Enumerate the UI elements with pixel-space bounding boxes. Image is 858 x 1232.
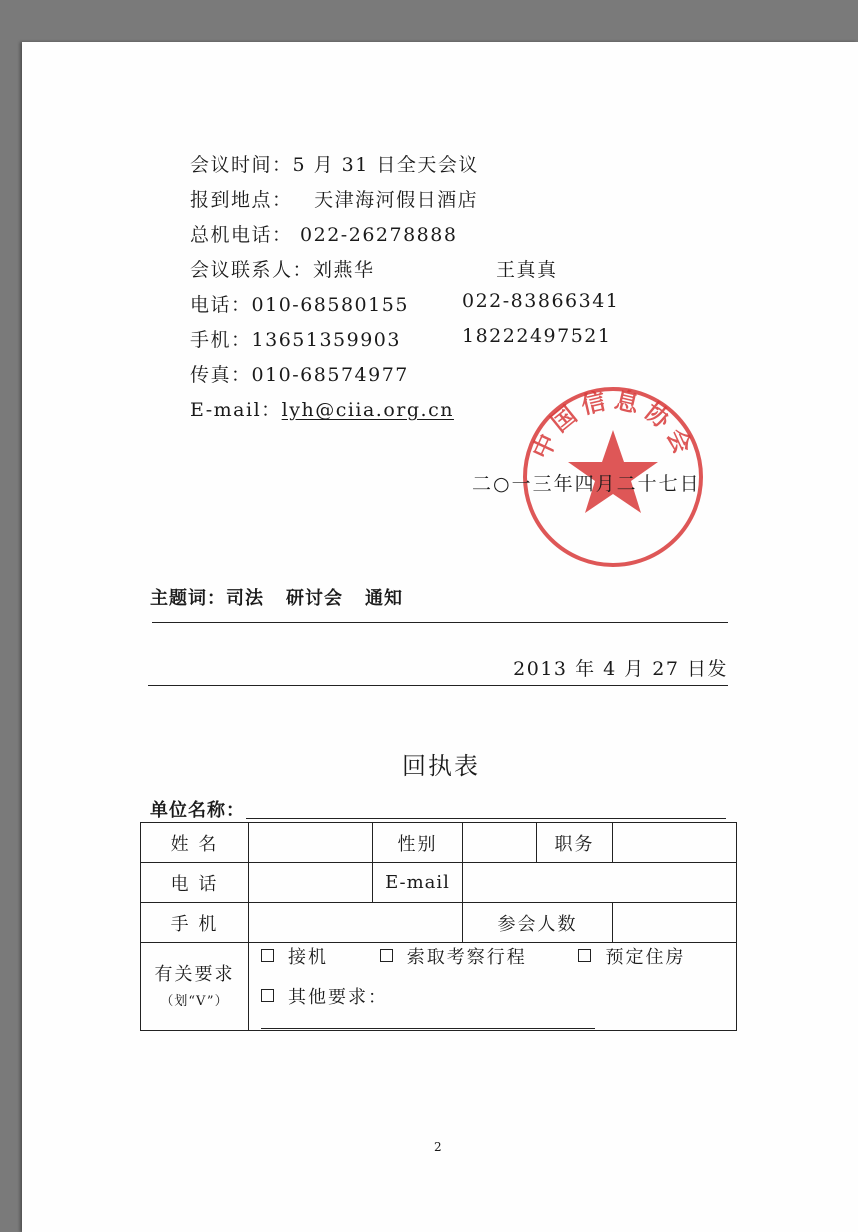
requests-label: 有关要求	[154, 964, 235, 986]
attendees-label: 参会人数	[463, 903, 613, 943]
contacts-label: 会议联系人：	[190, 259, 314, 281]
checkbox-icon[interactable]	[261, 949, 274, 962]
requests-options-cell	[249, 943, 737, 1031]
email-row	[190, 395, 454, 422]
release-divider	[148, 685, 728, 686]
keywords-divider	[152, 622, 728, 623]
receipt-form-table	[140, 822, 737, 1031]
receipt-title: 回执表	[402, 752, 480, 780]
gender-field[interactable]	[463, 823, 537, 863]
switchboard-phone: 总机电话： 022-26278888	[190, 224, 458, 246]
checkbox-icon[interactable]	[261, 989, 274, 1002]
mobile-label: 手机：	[190, 329, 252, 351]
table-row	[141, 903, 737, 943]
contacts-row	[190, 255, 375, 282]
phone-label: 电话：	[190, 294, 252, 316]
name-label: 姓 名	[141, 823, 249, 863]
email-link[interactable]: lyh@ciia.org.cn	[281, 399, 454, 421]
checkbox-icon[interactable]	[380, 949, 393, 962]
phone-field[interactable]	[249, 863, 373, 903]
table-row	[141, 943, 737, 1031]
option-itinerary[interactable]: 索取考察行程	[380, 943, 527, 969]
phone-row	[190, 290, 409, 317]
option-other[interactable]: 其他要求：	[261, 987, 388, 1008]
email-label: E-mail：	[190, 399, 282, 421]
table-row	[141, 823, 737, 863]
org-name-row	[150, 796, 245, 822]
venue-value: 天津海河假日酒店	[314, 189, 479, 211]
attendees-field[interactable]	[613, 903, 737, 943]
contact2-mobile: 18222497521	[462, 325, 612, 347]
contact1-phone: 010-68580155	[251, 294, 409, 316]
option-hotel[interactable]: 预定住房	[578, 943, 685, 969]
contact2-name: 王真真	[496, 259, 558, 281]
page-number: 2	[434, 1140, 442, 1154]
name-field[interactable]	[249, 823, 373, 863]
gender-label: 性别	[373, 823, 463, 863]
venue-row	[190, 185, 478, 212]
keyword-item: 司法	[226, 588, 264, 609]
org-name-field[interactable]	[246, 818, 726, 819]
keyword-item: 通知	[365, 588, 403, 609]
position-label: 职务	[537, 823, 613, 863]
requests-label-cell	[141, 943, 249, 1031]
issue-date: 二○一三年四月二十七日	[472, 473, 701, 495]
contact2-phone: 022-83866341	[462, 290, 620, 312]
keywords-label: 主题词：	[150, 588, 226, 609]
requests-hint: （划“V”）	[160, 993, 229, 1009]
table-row	[141, 863, 737, 903]
mobile-label: 手 机	[141, 903, 249, 943]
keyword-item: 研讨会	[286, 588, 343, 609]
release-line: 2013 年 4 月 27 日发	[513, 658, 728, 680]
fax-number: 传真：010-68574977	[190, 364, 409, 386]
phone-label: 电 话	[141, 863, 249, 903]
other-requests-field[interactable]	[261, 1010, 595, 1029]
mobile-row	[190, 325, 401, 352]
mobile-field[interactable]	[249, 903, 463, 943]
contact1-name: 刘燕华	[313, 259, 375, 281]
document-page	[22, 42, 858, 1232]
checkbox-icon[interactable]	[578, 949, 591, 962]
seal-text: 中国信息协会	[526, 385, 700, 464]
email-label: E-mail	[373, 863, 463, 903]
option-pickup[interactable]: 接机	[261, 943, 328, 969]
keywords-row	[150, 584, 403, 610]
venue-label: 报到地点：	[190, 189, 293, 211]
org-name-label: 单位名称：	[150, 800, 245, 821]
email-field[interactable]	[463, 863, 737, 903]
meeting-time: 会议时间：5 月 31 日全天会议	[190, 154, 479, 176]
contact1-mobile: 13651359903	[251, 329, 401, 351]
position-field[interactable]	[613, 823, 737, 863]
